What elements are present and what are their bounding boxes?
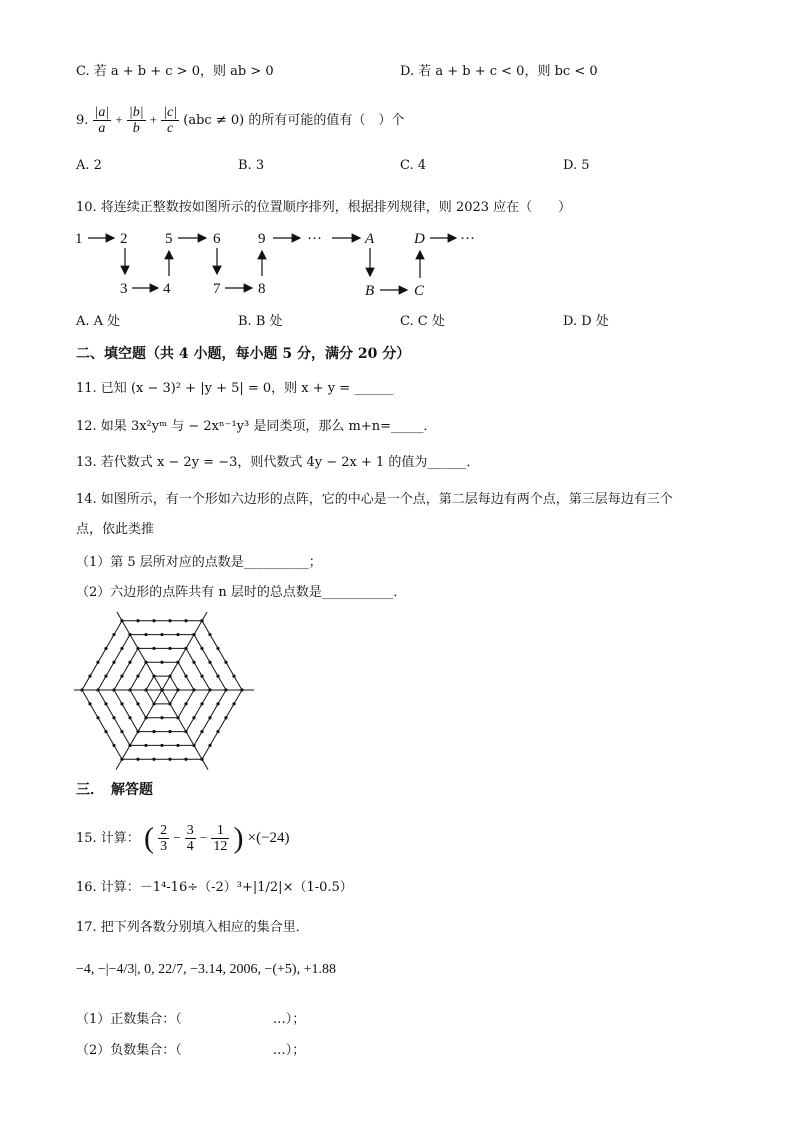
lattice-dot	[136, 702, 139, 705]
q9-number: 9.	[76, 113, 89, 128]
spoke-line	[116, 690, 162, 770]
q17-numbers: −4, −|−4/3|, 0, 22/7, −3.14, 2006, −(+5), +1.88	[76, 962, 336, 977]
node-9: 9	[258, 231, 266, 247]
lattice-dot	[224, 688, 227, 691]
lattice-dot	[208, 688, 211, 691]
q9-option-a: A. 2	[76, 158, 102, 173]
lattice-dot	[200, 758, 203, 761]
q9-tail: (abc ≠ 0) 的所有可能的值有（ ）个	[183, 113, 405, 128]
lattice-dot	[176, 688, 179, 691]
lattice-dot	[176, 716, 179, 719]
lattice-dot	[80, 688, 83, 691]
node-4: 4	[163, 281, 171, 297]
lattice-dot	[152, 619, 155, 622]
lattice-dot	[152, 675, 155, 678]
q10-stem: 10. 将连续正整数按如图所示的位置顺序排列，根据排列规律，则 2023 应在（ ）	[76, 200, 572, 215]
lattice-dot	[160, 716, 163, 719]
q14-sub1: （1）第 5 层所对应的点数是__________；	[76, 555, 322, 570]
lattice-dot	[136, 619, 139, 622]
lattice-dot	[88, 702, 91, 705]
fraction-1-12: $\frac{1}{12}$	[213, 823, 228, 854]
lattice-dot	[208, 661, 211, 664]
q10-option-b: B. B 处	[238, 314, 283, 329]
lattice-dot	[160, 633, 163, 636]
lattice-dot	[224, 716, 227, 719]
lattice-dot	[136, 647, 139, 650]
lattice-dot	[104, 647, 107, 650]
lattice-dot	[184, 702, 187, 705]
lattice-dot	[208, 744, 211, 747]
q9-option-c: C. 4	[400, 158, 427, 173]
lattice-dot	[168, 758, 171, 761]
lattice-dot	[96, 661, 99, 664]
lattice-dot	[112, 633, 115, 636]
q17-negative-set: （2）负数集合：（ …）；	[76, 1043, 306, 1058]
lattice-dot	[224, 661, 227, 664]
lattice-dot	[216, 702, 219, 705]
lattice-dot	[168, 647, 171, 650]
q17-positive-set: （1）正数集合：（ …）；	[76, 1012, 306, 1027]
lattice-dot	[112, 688, 115, 691]
left-paren: (	[143, 821, 154, 855]
lattice-dot	[128, 688, 131, 691]
q16: 16. 计算：－1⁴-16÷（-2）³+|1/2|×（1-0.5）	[76, 880, 353, 895]
fraction-a: $\frac{|a|}{a}$	[94, 105, 110, 136]
q15-label: 15. 计算：	[76, 831, 140, 846]
lattice-dot	[120, 702, 123, 705]
lattice-dot	[120, 758, 123, 761]
q10-option-d: D. D 处	[563, 314, 609, 329]
spoke-line	[162, 690, 208, 770]
q9-option-b: B. 3	[238, 158, 265, 173]
lattice-dot	[128, 744, 131, 747]
q10-option-a: A. A 处	[76, 314, 121, 329]
lattice-dot	[152, 647, 155, 650]
node-3: 3	[120, 281, 128, 297]
node-dots-2: ···	[460, 231, 475, 247]
right-paren: )	[233, 821, 244, 855]
section-2-heading: 二、填空题（共 4 小题，每小题 5 分，满分 20 分）	[76, 346, 411, 362]
lattice-dot	[200, 619, 203, 622]
lattice-dot	[144, 688, 147, 691]
lattice-dot	[184, 647, 187, 650]
lattice-dot	[128, 661, 131, 664]
lattice-dot	[232, 675, 235, 678]
lattice-dot	[160, 661, 163, 664]
lattice-dot	[192, 633, 195, 636]
lattice-dot	[216, 647, 219, 650]
lattice-dot	[184, 758, 187, 761]
lattice-dot	[96, 688, 99, 691]
lattice-dot	[112, 744, 115, 747]
lattice-dot	[216, 730, 219, 733]
node-5: 5	[165, 231, 173, 247]
lattice-dot	[232, 702, 235, 705]
lattice-dot	[176, 633, 179, 636]
node-dots-1: ···	[307, 231, 322, 247]
q12: 12. 如果 3x²yᵐ 与 − 2xⁿ⁻¹y³ 是同类项，那么 m+n=_____．	[76, 419, 437, 434]
lattice-dot	[176, 744, 179, 747]
lattice-dot	[160, 744, 163, 747]
node-6: 6	[213, 231, 221, 247]
node-8: 8	[258, 281, 266, 297]
lattice-dot	[200, 730, 203, 733]
node-b: B	[365, 283, 375, 299]
q10-option-c: C. C 处	[400, 314, 445, 329]
lattice-dot	[184, 619, 187, 622]
lattice-dot	[208, 633, 211, 636]
lattice-dot	[136, 758, 139, 761]
node-c: C	[414, 283, 425, 299]
q14-sub2: （2）六边形的点阵共有 n 层时的总点数是___________．	[76, 585, 407, 600]
lattice-dot	[144, 633, 147, 636]
lattice-dot	[200, 675, 203, 678]
fraction-b: $\frac{|b|}{b}$	[128, 105, 144, 136]
lattice-dot	[192, 716, 195, 719]
lattice-dot	[152, 702, 155, 705]
lattice-dot	[200, 647, 203, 650]
lattice-dot	[200, 702, 203, 705]
sequence-diagram	[70, 222, 500, 304]
section-3-heading: 三． 解答题	[76, 782, 153, 798]
lattice-dot	[144, 716, 147, 719]
q11: 11. 已知 (x − 3)² + |y + 5| = 0，则 x + y = ______	[76, 381, 394, 396]
lattice-dot	[88, 675, 91, 678]
q13: 13. 若代数式 x − 2y = −3，则代数式 4y − 2x + 1 的值为______．	[76, 455, 480, 470]
lattice-dot	[120, 730, 123, 733]
lattice-dot	[208, 716, 211, 719]
lattice-dot	[168, 702, 171, 705]
node-d: D	[414, 231, 425, 247]
q14-line1: 14. 如图所示，有一个形如六边形的点阵，它的中心是一个点，第二层每边有两个点，第三层每边有三个	[76, 492, 673, 507]
lattice-dot	[176, 661, 179, 664]
q15: 15. 计算： ( $\frac{2}{3}$ − $\frac{3}{4}$ − $\frac{1}{12}$ ) ×(−24)	[76, 821, 290, 855]
lattice-dot	[168, 675, 171, 678]
lattice-dot	[136, 675, 139, 678]
lattice-dot	[216, 675, 219, 678]
center-dot	[160, 688, 164, 692]
lattice-dot	[136, 730, 139, 733]
lattice-dot	[104, 702, 107, 705]
lattice-dot	[168, 619, 171, 622]
lattice-dot	[104, 675, 107, 678]
lattice-dot	[184, 730, 187, 733]
q8-option-c: C. 若 a + b + c > 0，则 ab > 0	[76, 64, 274, 79]
lattice-dot	[152, 730, 155, 733]
lattice-dot	[168, 730, 171, 733]
lattice-dot	[240, 688, 243, 691]
lattice-dot	[112, 716, 115, 719]
hexagon-dot-lattice-figure	[74, 612, 254, 772]
lattice-dot	[184, 675, 187, 678]
lattice-dot	[192, 688, 195, 691]
node-a: A	[365, 231, 375, 247]
lattice-dot	[152, 758, 155, 761]
lattice-dot	[144, 744, 147, 747]
spoke-line	[162, 612, 208, 690]
lattice-dot	[120, 619, 123, 622]
lattice-dot	[192, 744, 195, 747]
q17-stem: 17. 把下列各数分别填入相应的集合里．	[76, 920, 309, 935]
spoke-line	[116, 612, 162, 690]
node-7: 7	[213, 281, 221, 297]
lattice-dot	[112, 661, 115, 664]
lattice-dot	[144, 661, 147, 664]
q14-line2: 点，依此类推	[76, 522, 155, 537]
fraction-2-3: $\frac{2}{3}$	[160, 823, 168, 854]
lattice-dot	[128, 716, 131, 719]
lattice-dot	[120, 647, 123, 650]
lattice-dot	[192, 661, 195, 664]
lattice-dot	[128, 633, 131, 636]
lattice-dot	[104, 730, 107, 733]
lattice-dot	[96, 716, 99, 719]
q9-stem: 9. $\frac{|a|}{a}$ + $\frac{|b|}{b}$ + $\frac{|c|}{c}$ (abc ≠ 0) 的所有可能的值有（ ）个	[76, 105, 405, 136]
node-1: 1	[75, 231, 83, 247]
fraction-c: $\frac{|c|}{c}$	[163, 105, 178, 136]
fraction-3-4: $\frac{3}{4}$	[186, 823, 194, 854]
lattice-dot	[120, 675, 123, 678]
node-2: 2	[120, 231, 128, 247]
q9-option-d: D. 5	[563, 158, 590, 173]
q8-option-d: D. 若 a + b + c < 0，则 bc < 0	[400, 64, 598, 79]
